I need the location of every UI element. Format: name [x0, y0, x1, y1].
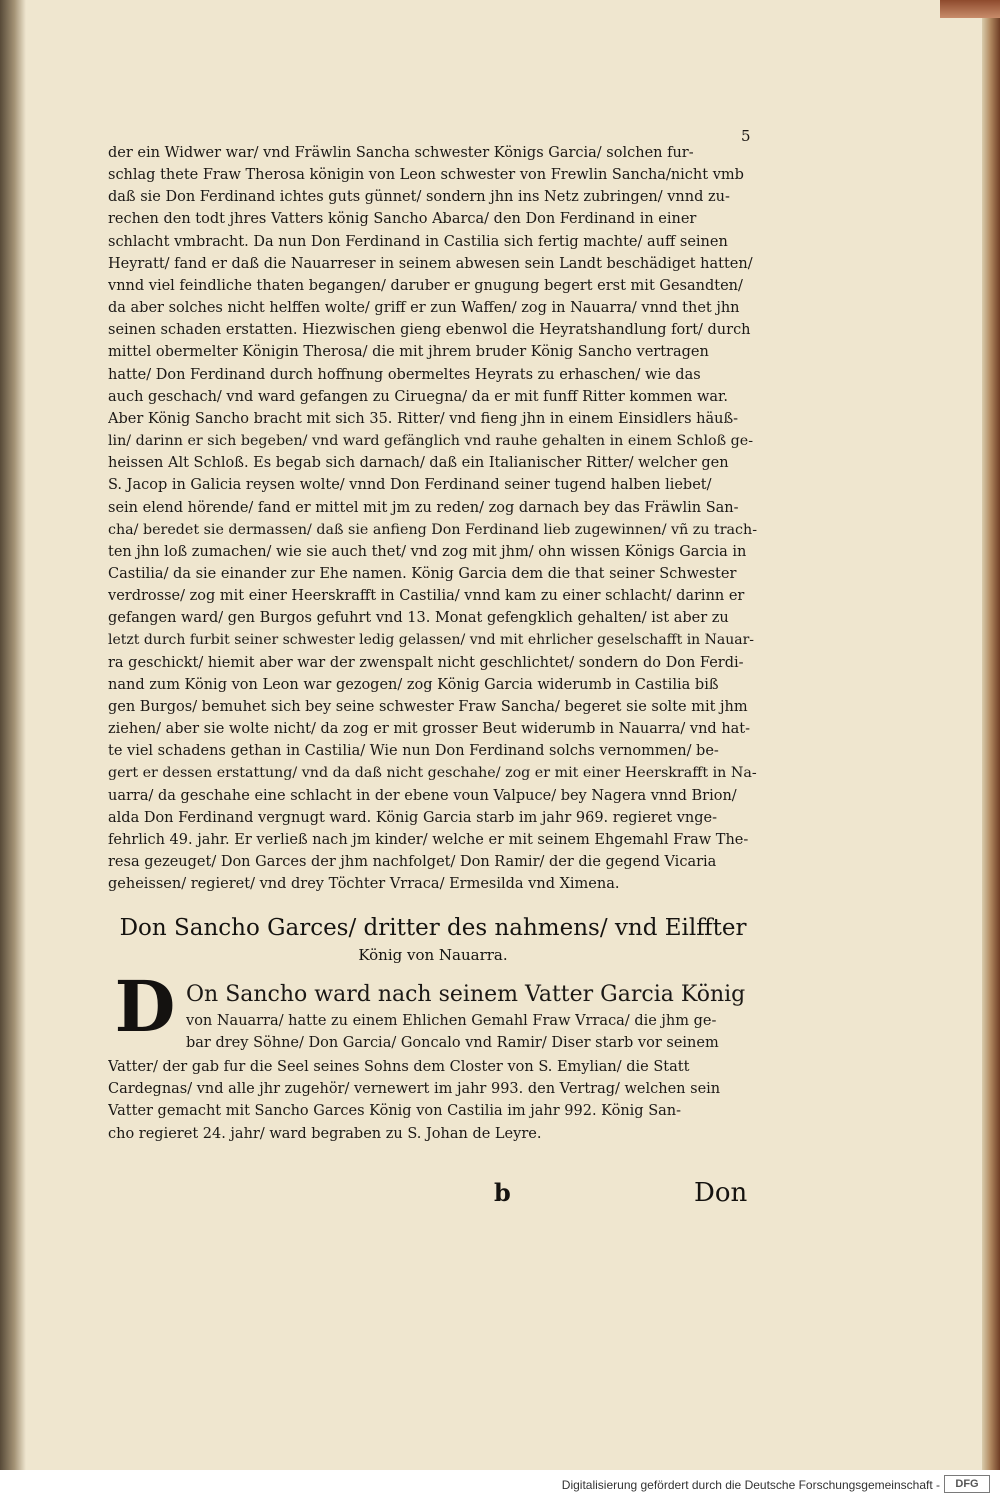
- text-line: geheissen/ regieret/ vnd drey Töchter Vrraca/ Ermesilda vnd Ximena.: [108, 876, 620, 893]
- text-line: da aber solches nicht helffen wolte/ griff er zun Waffen/ zog in Nauarra/ vnnd thet jhn: [108, 300, 740, 317]
- text-line: cha/ beredet sie dermassen/ daß sie anfieng Don Ferdinand lieb zugewinnen/ vñ zu trach-: [108, 521, 758, 538]
- text-line: auch geschach/ vnd ward gefangen zu Ciruegna/ da er mit funff Ritter kommen war.: [108, 388, 728, 405]
- signature-mark: b: [494, 1178, 511, 1207]
- chapter-line: Vatter gemacht mit Sancho Garces König von Castilia im jahr 992. König San-: [108, 1103, 682, 1120]
- chapter-heading: [118, 912, 748, 966]
- text-line: sein elend hörende/ fand er mittel mit jm zu reden/ zog darnach bey das Fräwlin San-: [108, 499, 739, 516]
- text-line: fehrlich 49. jahr. Er verließ nach jm kinder/ welche er mit seinem Ehgemahl Fraw The-: [108, 831, 749, 848]
- text-line: gen Burgos/ bemuhet sich bey seine schwester Fraw Sancha/ begeret sie solte mit jhm: [108, 698, 748, 715]
- text-line: hatte/ Don Ferdinand durch hoffnung obermeltes Heyrats zu erhaschen/ wie das: [108, 366, 701, 383]
- chapter-intro: [186, 980, 758, 1054]
- text-line: daß sie Don Ferdinand ichtes guts günnet/ sondern jhn ins Netz zubringen/ vnnd zu-: [108, 189, 730, 206]
- footer-bar: [0, 1470, 1000, 1499]
- chapter-line: von Nauarra/ hatte zu einem Ehlichen Gemahl Fraw Vrraca/ die jhm ge-: [186, 1013, 717, 1029]
- text-line: vnnd viel feindliche thaten begangen/ daruber er gnugung begert erst mit Gesandten/: [108, 277, 743, 294]
- text-line: te viel schadens gethan in Castilia/ Wie nun Don Ferdinand solchs vernommen/ be-: [108, 743, 719, 760]
- text-line: ra geschickt/ hiemit aber war der zwenspalt nicht geschlichtet/ sondern do Don Ferdi-: [108, 654, 744, 671]
- binding-corner: [940, 0, 1000, 18]
- text-line: schlacht vmbracht. Da nun Don Ferdinand in Castilia sich fertig machte/ auff seinen: [108, 233, 728, 250]
- text-line: letzt durch furbit seiner schwester ledig gelassen/ vnd mit ehrlicher geselschafft in Nauar-: [108, 632, 755, 649]
- text-line: Aber König Sancho bracht mit sich 35. Ritter/ vnd fieng jhn in einem Einsidlers häuß-: [108, 410, 739, 427]
- chapter-lead-line: On Sancho ward nach seinem Vatter Garcia König: [186, 982, 746, 1007]
- heading-title: Don Sancho Garces/ dritter des nahmens/ vnd Eilffter: [119, 915, 747, 941]
- text-line: S. Jacop in Galicia reysen wolte/ vnnd Don Ferdinand seiner tugend halben liebet/: [108, 477, 712, 494]
- text-line: verdrosse/ zog mit einer Heerskrafft in Castilia/ vnnd kam zu einer schlacht/ darinn er: [108, 588, 745, 605]
- heading-subtitle: König von Nauarra.: [358, 946, 508, 964]
- text-line: schlag thete Fraw Therosa königin von Leon schwester von Frewlin Sancha/nicht vmb: [108, 167, 744, 184]
- catchword: Don: [694, 1178, 748, 1208]
- text-line: ziehen/ aber sie wolte nicht/ da zog er mit grosser Beut widerumb in Nauarra/ vnd hat-: [108, 721, 751, 738]
- chapter-line: bar drey Söhne/ Don Garcia/ Goncalo vnd Ramir/ Diser starb vor seinem: [186, 1035, 719, 1052]
- text-line: uarra/ da geschahe eine schlacht in der ebene voun Valpuce/ bey Nagera vnnd Brion/: [108, 787, 737, 804]
- text-line: ten jhn loß zumachen/ wie sie auch thet/ vnd zog mit jhm/ ohn wissen Königs Garcia in: [108, 543, 747, 560]
- text-line: gert er dessen erstattung/ vnd da daß nicht geschahe/ zog er mit einer Heerskrafft in Na-: [108, 765, 757, 782]
- page-edge: [982, 0, 1000, 1470]
- chapter-text-block: [108, 1056, 758, 1145]
- folio-number: 5: [741, 127, 751, 145]
- text-line: Castilia/ da sie einander zur Ehe namen. König Garcia dem die that seiner Schwester: [108, 565, 737, 582]
- text-line: der ein Widwer war/ vnd Fräwlin Sancha schwester Königs Garcia/ solchen fur-: [108, 145, 694, 161]
- text-line: mittel obermelter Königin Therosa/ die mit jhrem bruder König Sancho vertragen: [108, 344, 709, 361]
- text-line: nand zum König von Leon war gezogen/ zog König Garcia widerumb in Castilia biß: [108, 676, 719, 693]
- text-line: Heyratt/ fand er daß die Nauarreser in seinem abwesen sein Landt beschädiget hatten/: [108, 255, 753, 272]
- text-line: lin/ darinn er sich begeben/ vnd ward gefänglich vnd rauhe gehalten in einem Schloß ge-: [108, 433, 754, 450]
- text-line: alda Don Ferdinand vergnugt ward. König Garcia starb im jahr 969. regieret vnge-: [108, 809, 718, 826]
- text-line: resa gezeuget/ Don Garces der jhm nachfolget/ Don Ramir/ der die gegend Vicaria: [108, 854, 717, 870]
- main-text-block: [108, 142, 758, 895]
- footer-credit: Digitalisierung gefördert durch die Deutsche Forschungsgemeinschaft -: [561, 1478, 940, 1492]
- text-line: seinen schaden erstatten. Hiezwischen gieng ebenwol die Heyratshandlung fort/ durch: [108, 322, 751, 339]
- text-line: gefangen ward/ gen Burgos gefuhrt vnd 13. Monat gefengklich gehalten/ ist aber zu: [108, 610, 729, 627]
- chapter-line: Cardegnas/ vnd alle jhr zugehör/ vernewert im jahr 993. den Vertrag/ welchen sein: [108, 1081, 721, 1098]
- drop-cap-initial: D: [114, 965, 176, 1048]
- text-line: heissen Alt Schloß. Es begab sich darnach/ daß ein Italianischer Ritter/ welcher gen: [108, 455, 729, 472]
- chapter-line: cho regieret 24. jahr/ ward begraben zu S. Johan de Leyre.: [108, 1125, 542, 1142]
- dfg-logo: DFG: [944, 1475, 990, 1493]
- text-line: rechen den todt jhres Vatters könig Sancho Abarca/ den Don Ferdinand in einer: [108, 211, 697, 228]
- chapter-line: Vatter/ der gab fur die Seel seines Sohns dem Closter von S. Emylian/ die Statt: [108, 1059, 690, 1075]
- gutter-shadow: [0, 0, 26, 1499]
